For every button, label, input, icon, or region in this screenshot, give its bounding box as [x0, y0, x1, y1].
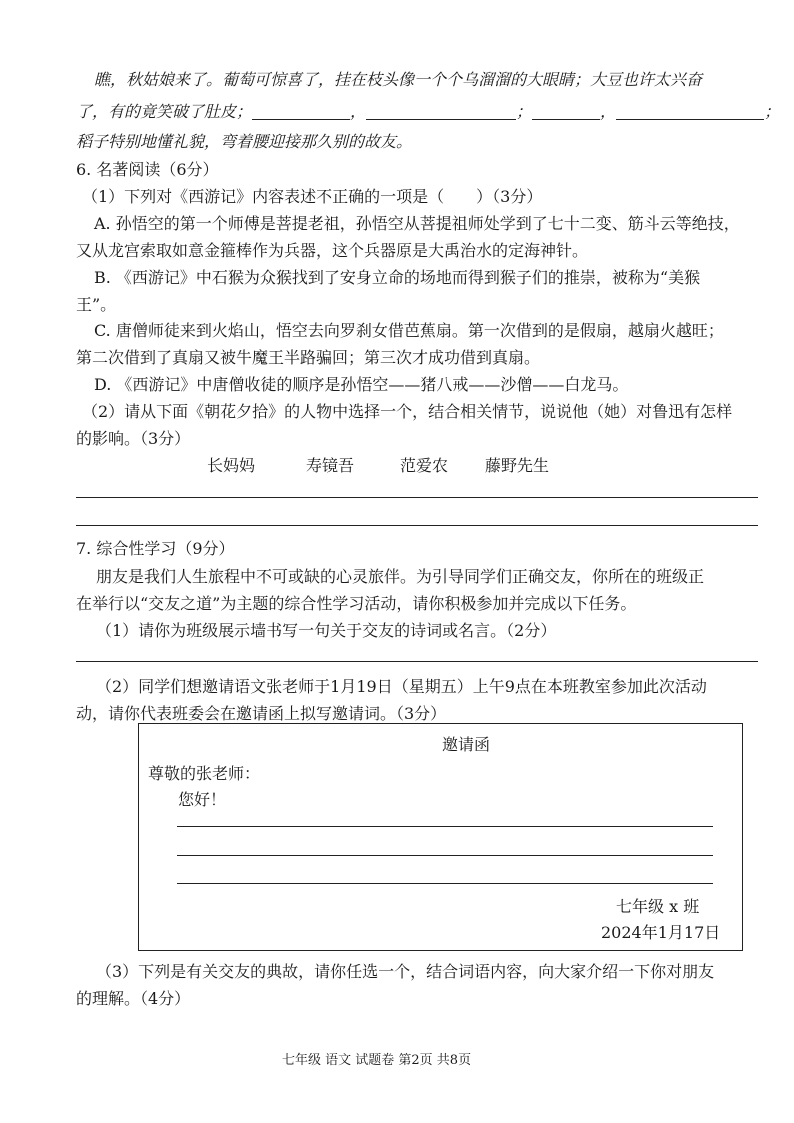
character-3: 范爱农: [400, 456, 449, 475]
letter-answer-line[interactable]: [177, 883, 713, 884]
q7-heading: 7. 综合性学习（9分）: [76, 539, 235, 558]
q6-option-b-line2: 王”。: [76, 295, 117, 314]
q7-task2-line1: （2）同学们想邀请语文张老师于1月19日（星期五）上午9点在本班教室参加此次活动: [96, 677, 707, 696]
invitation-letter-box: [138, 723, 743, 951]
poem-line-2-start: 了，有的竟笑破了肚皮；: [76, 102, 253, 121]
poem-line-1: 瞧，秋姑娘来了。葡萄可惊喜了，挂在枝头像一个个乌溜溜的大眼睛；大豆也许太兴奋: [94, 70, 703, 89]
poem-sep-1: ，: [350, 102, 367, 121]
letter-answer-line[interactable]: [177, 855, 713, 856]
q6-option-a-line2: 又从龙宫索取如意金箍棒作为兵器，这个兵器原是大禹治水的定海神针。: [76, 241, 589, 260]
q7-task3-line1: （3）下列是有关交友的典故，请你任选一个，结合词语内容，向大家介绍一下你对朋友: [96, 962, 715, 981]
poem-semi-1: ；: [516, 102, 533, 121]
poem-semi-2: ；: [764, 102, 781, 121]
q6-part2-line2: 的影响。（3分）: [76, 429, 191, 448]
letter-salutation: 尊敬的张老师：: [148, 764, 261, 783]
poem-line-2: [76, 100, 780, 124]
blank-3[interactable]: [532, 103, 600, 120]
q6-option-b-line1: B. 《西游记》中石猴为众猴找到了安身立命的场地而得到猴子们的推崇，被称为“美猴: [94, 268, 701, 287]
answer-line[interactable]: [76, 525, 758, 526]
poem-sep-2: ，: [600, 102, 617, 121]
blank-2[interactable]: [366, 103, 516, 120]
q6-option-c-line2: 第二次借到了真扇又被牛魔王半路骗回；第三次才成功借到真扇。: [76, 348, 541, 367]
blank-4[interactable]: [616, 103, 764, 120]
letter-date: 2024年1月17日: [601, 923, 721, 942]
q7-task1: （1）请你为班级展示墙书写一句关于交友的诗词或名言。（2分）: [96, 621, 557, 640]
q7-intro-line2: 在举行以“交友之道”为主题的综合性学习活动，请你积极参加并完成以下任务。: [76, 594, 637, 613]
letter-greeting: 您好！: [178, 790, 227, 809]
q6-option-d: D. 《西游记》中唐僧收徒的顺序是孙悟空——猪八戒——沙僧——白龙马。: [94, 375, 629, 394]
letter-answer-line[interactable]: [177, 826, 713, 827]
q6-option-c-line1: C. 唐僧师徒来到火焰山，悟空去向罗刹女借芭蕉扇。第一次借到的是假扇，越扇火越旺；: [94, 321, 724, 340]
poem-line-3: 稻子特别地懂礼貌，弯着腰迎接那久别的故友。: [76, 132, 413, 151]
letter-signature: 七年级 x 班: [616, 897, 700, 916]
q6-part2-line1: （2）请从下面《朝花夕拾》的人物中选择一个，结合相关情节，说说他（她）对鲁迅有怎样: [82, 402, 733, 421]
page-footer: 七年级 语文 试题卷 第2页 共8页: [282, 1053, 472, 1068]
letter-title: 邀请函: [442, 735, 491, 754]
character-4: 藤野先生: [485, 456, 550, 475]
character-1: 长妈妈: [207, 456, 256, 475]
q7-task3-line2: 的理解。（4分）: [76, 989, 191, 1008]
blank-1[interactable]: [252, 103, 350, 120]
q6-part1-stem: （1）下列对《西游记》内容表述不正确的一项是（ ）（3分）: [82, 187, 543, 206]
q7-task2-line2: 动，请你代表班委会在邀请函上拟写邀请词。（3分）: [76, 704, 447, 723]
answer-line[interactable]: [76, 497, 758, 498]
character-2: 寿镜吾: [306, 456, 355, 475]
q7-intro-line1: 朋友是我们人生旅程中不可或缺的心灵旅伴。为引导同学们正确交友，你所在的班级正: [96, 567, 705, 586]
q6-option-a-line1: A. 孙悟空的第一个师傅是菩提老祖，孙悟空从菩提祖师处学到了七十二变、筋斗云等绝技，: [94, 214, 740, 233]
q6-heading: 6. 名著阅读（6分）: [76, 160, 219, 179]
answer-line[interactable]: [76, 661, 758, 662]
